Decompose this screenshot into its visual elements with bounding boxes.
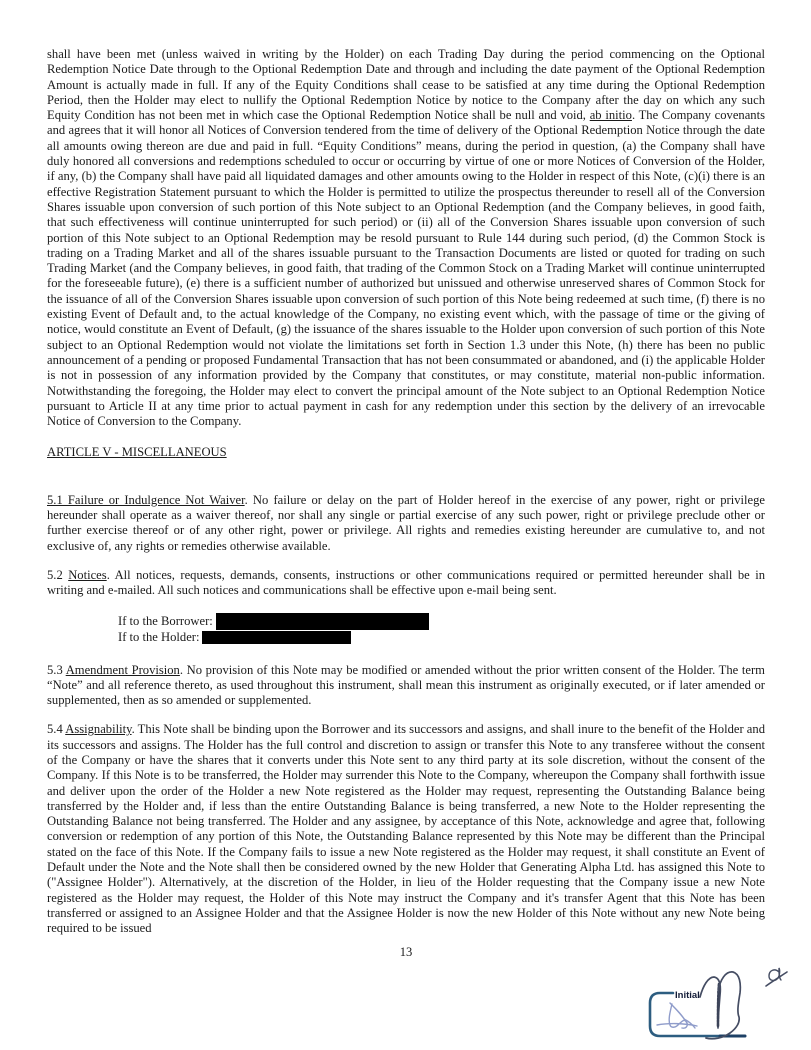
section-5-1-heading: 5.1 Failure or Indulgence Not Waiver bbox=[47, 492, 245, 507]
page-number: 13 bbox=[399, 944, 413, 959]
paragraph-text: shall have been met (unless waived in writing by the Holder) on each Trading Day during the period commencing on the Optional Redemption Notice Date through to the Optional Redemption Date and through and including the date payment of the Optional Redemption Amount is actually made in full. If any of the Equity Conditions shall cease to be satisfied at any time during the Optional Redemption Period, then the Holder may elect to nullify the Optional Redemption Notice by notice to the Company after the day on which any such Equity Condition has not been met in which case the Optional Redemption Notice shall be null and void, bbox=[47, 47, 765, 123]
section-5-3-heading: Amendment Provision bbox=[65, 662, 180, 677]
notice-address-block bbox=[118, 614, 765, 646]
page-footer bbox=[47, 945, 765, 960]
section-5-4-heading: Assignability bbox=[65, 722, 132, 737]
section-5-2-notices bbox=[47, 568, 765, 599]
initial-signature-graphic bbox=[640, 962, 810, 1048]
section-5-3-body: . No provision of this Note may be modified or amended without the prior written consent of the Holder. The term “Note” and all reference thereto, as used throughout this instrument, shall mean this instrument as originally executed, or if later amended or supplemented, then as so amended or supplemented. bbox=[47, 662, 765, 708]
section-5-1-body: . No failure or delay on the part of Holder hereof in the exercise of any power, right or privilege hereunder shall operate as a waiver thereof, nor shall any single or partial exercise of any such power, right or privilege preclude other or further exercise thereof or of any other right, power or privilege. All rights and remedies existing hereunder are cumulative to, and not exclusive of, any rights or remedies otherwise available. bbox=[47, 492, 765, 553]
handwritten-initials bbox=[700, 968, 787, 1039]
section-5-4-assignability bbox=[47, 722, 765, 936]
paragraph-text: . The Company covenants and agrees that it will honor all Notices of Conversion tendered from the time of delivery of the Optional Redemption Notice through the date all amounts owing thereon are due and paid in full. “Equity Conditions” means, during the period in question, (a) the Company shall have duly honored all conversions and redemptions scheduled to occur or occurring by virtue of one or more Notices of Conversion of the Holder, if any, (b) the Company shall have paid all liquidated damages and other amounts owing to the Holder in respect of this Note, (c)(i) there is an effective Registration Statement pursuant to which the Holder is permitted to utilize the prospectus thereunder to resell all of the Conversion Shares issuable upon conversion of such portion of this Note subject to an Optional Redemption (and the Company believes, in good faith, that such effectiveness will continue uninterrupted for such period) or (ii) all of the Conversion Shares issuable upon conversion of such portion of this Note subject to an Optional Redemption may be resold pursuant to Rule 144 during such period, (d) the Common Stock is trading on a Trading Market and all of the shares issuable pursuant to the Transaction Documents are listed or quoted for trading on such Trading Market (and the Company believes, in good faith, that trading of the Common Stock on a Trading Market will continue uninterrupted for the foreseeable future), (e) there is a sufficient number of authorized but unissued and otherwise unreserved shares of Common Stock for the issuance of all of the Conversion Shares issuable upon conversion of such portion of this Note being redeemed at such time, (f) there is no existing Event of Default and, to the actual knowledge of the Company, no existing event which, with the passage of time or the giving of notice, would constitute an Event of Default, (g) the issuance of the shares issuable to the Holder upon conversion of such portion of this Note subject to an Optional Redemption would not violate the limitations set forth in Section 1.3 under this Note, (h) there has been no public announcement of a pending or proposed Fundamental Transaction that has not been consummated or abandoned, and (i) the applicable Holder is not in possession of any information provided by the Company that constitutes, or may constitute, material non-public information. Notwithstanding the foregoing, the Holder may elect to convert the principal amount of the Note subject to an Optional Redemption Notice pursuant to Article II at any time prior to actual payment in cash for any redemption under this section by the delivery of an irrevocable Notice of Conversion to the Company. bbox=[47, 108, 765, 429]
borrower-address-row bbox=[118, 614, 765, 630]
initial-label: Initial bbox=[675, 990, 700, 1001]
section-5-2-heading: Notices bbox=[68, 567, 107, 582]
section-5-3-number: 5.3 bbox=[47, 662, 66, 677]
latin-phrase-ab-initio: ab initio bbox=[589, 108, 632, 123]
section-5-3-amendment-provision bbox=[47, 663, 765, 709]
redacted-borrower-address bbox=[216, 613, 429, 630]
section-5-4-number: 5.4 bbox=[47, 722, 66, 737]
initial-scribble bbox=[657, 1003, 697, 1028]
section-5-2-number: 5.2 bbox=[47, 567, 69, 582]
redacted-holder-address bbox=[202, 631, 351, 644]
section-5-1-failure-or-indulgence bbox=[47, 493, 765, 554]
holder-address-row bbox=[118, 630, 765, 646]
holder-address-label: If to the Holder: bbox=[118, 629, 200, 644]
article-v-heading-text: ARTICLE V - MISCELLANEOUS bbox=[47, 445, 227, 460]
borrower-address-label: If to the Borrower: bbox=[118, 613, 213, 628]
initial-signature-area bbox=[640, 962, 810, 1048]
continuation-paragraph bbox=[47, 47, 765, 429]
section-5-4-body: . This Note shall be binding upon the Borrower and its successors and assigns, and shall inure to the benefit of the Holder and its successors and assigns. The Holder has the full control and discretion to assign or transfer this Note to any transferee without the consent of the Company or have the shares that it converts under this Note sent to any third party at its sole discretion, without the consent of the Company. If this Note is to be transferred, the Holder may surrender this Note to the Company, whereupon the Company shall forthwith issue and deliver upon the order of the Holder a new Note registered as the Holder may request, representing the Outstanding Balance being transferred by the Holder and, if less than the entire Outstanding Balance is being transferred, a new Note to the Holder representing the Outstanding Balance not being transferred. The Holder and any assignee, by acceptance of this Note, acknowledge and agree that, following conversion or redemption of any portion of this Note, the Outstanding Balance represented by this Note may be different than the Principal stated on the face of this Note. If the Company fails to issue a new Note registered as the Holder may request, it shall constitute an Event of Default under the Note and the Note shall then be considered owned by the new Holder that Generating Alpha Ltd. has assigned this Note to ("Assignee Holder"). Alternatively, at the discretion of the Holder, in lieu of the Holder requesting that the Company issue a new Note registered as the Holder may request, the Holder of this Note may instruct the Company and it's transfer Agent that this Note has been transferred or assigned to an Assignee Holder and that the Assignee Holder is now the new Holder of this Note without any new Note being required to be issued bbox=[47, 722, 765, 936]
section-5-2-body: . All notices, requests, demands, consents, instructions or other communications required or permitted hereunder shall be in writing and e-mailed. All such notices and communications shall be effective upon e-mail being sent. bbox=[47, 567, 766, 598]
article-v-heading bbox=[47, 445, 765, 460]
